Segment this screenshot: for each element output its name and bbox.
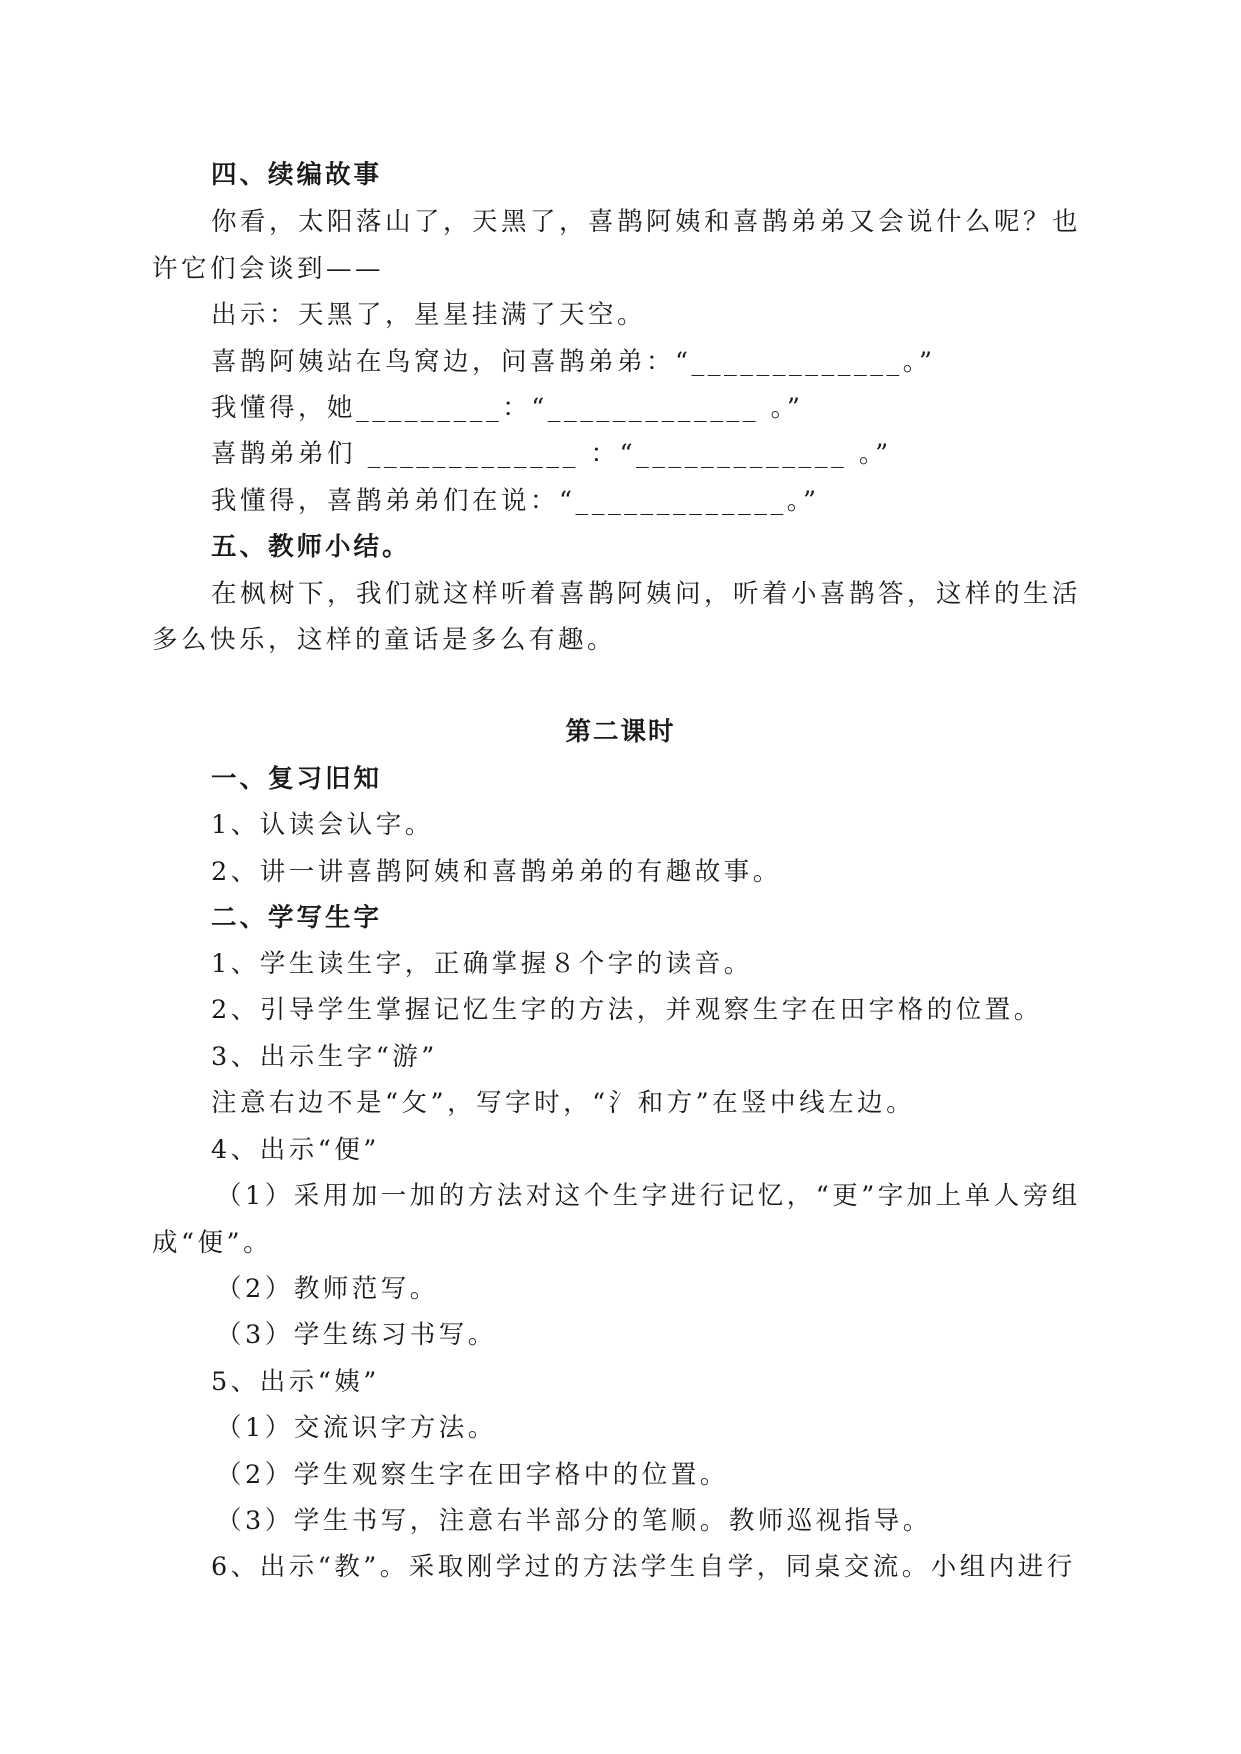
sub-item: （1）交流识字方法。	[216, 1413, 497, 1443]
list-item-note: 注意右边不是“攵”，写字时，“氵和方”在竖中线左边。	[211, 1088, 916, 1118]
sub-item-continued: 成“便”。	[152, 1228, 273, 1258]
list-item: 3、出示生字“游”	[211, 1042, 438, 1072]
list-item: 5、出示“姨”	[211, 1367, 380, 1397]
paragraph-line: 在枫树下，我们就这样听着喜鹊阿姨问，听着小喜鹊答，这样的生活	[211, 579, 1082, 609]
sub-item: （2）学生观察生字在田字格中的位置。	[216, 1460, 729, 1490]
section-title: 第二课时	[565, 717, 676, 747]
paragraph-line: 你看，太阳落山了，天黑了，喜鹊阿姨和喜鹊弟弟又会说什么呢？也	[211, 207, 1082, 237]
sub-item: （3）学生书写，注意右半部分的笔顺。教师巡视指导。	[216, 1506, 932, 1536]
heading-write-characters: 二、学写生字	[211, 903, 383, 933]
list-item: 2、讲一讲喜鹊阿姨和喜鹊弟弟的有趣故事。	[211, 857, 782, 887]
sub-item: （2）教师范写。	[216, 1274, 439, 1304]
list-item: 1、认读会认字。	[211, 810, 434, 840]
fill-blank-line: 喜鹊阿姨站在鸟窝边，问喜鹊弟弟：“_____________。”	[211, 347, 936, 377]
paragraph-line: 许它们会谈到——	[152, 254, 385, 284]
list-item: 2、引导学生掌握记忆生字的方法，并观察生字在田字格的位置。	[211, 995, 1043, 1025]
list-item: 4、出示“便”	[211, 1135, 380, 1165]
sub-item: （1）采用加一加的方法对这个生字进行记忆，“更”字加上单人旁组	[216, 1181, 1081, 1211]
heading-summary: 五、教师小结。	[211, 532, 411, 562]
fill-blank-line: 我懂得，喜鹊弟弟们在说：“_____________。”	[211, 486, 820, 516]
list-item: 6、出示“教”。采取刚学过的方法学生自学，同桌交流。小组内进行	[211, 1552, 1076, 1582]
paragraph-line: 多么快乐，这样的童话是多么有趣。	[152, 625, 617, 655]
sub-item: （3）学生练习书写。	[216, 1320, 497, 1350]
paragraph-line: 出示：天黑了，星星挂满了天空。	[211, 300, 647, 330]
list-item: 1、学生读生字，正确掌握８个字的读音。	[211, 949, 753, 979]
heading-review: 一、复习旧知	[211, 764, 383, 794]
fill-blank-line: 我懂得，她_________：“_____________ 。”	[211, 393, 804, 423]
heading-continue-story: 四、续编故事	[211, 160, 383, 190]
fill-blank-line: 喜鹊弟弟们 _____________ ：“_____________ 。”	[211, 439, 892, 469]
